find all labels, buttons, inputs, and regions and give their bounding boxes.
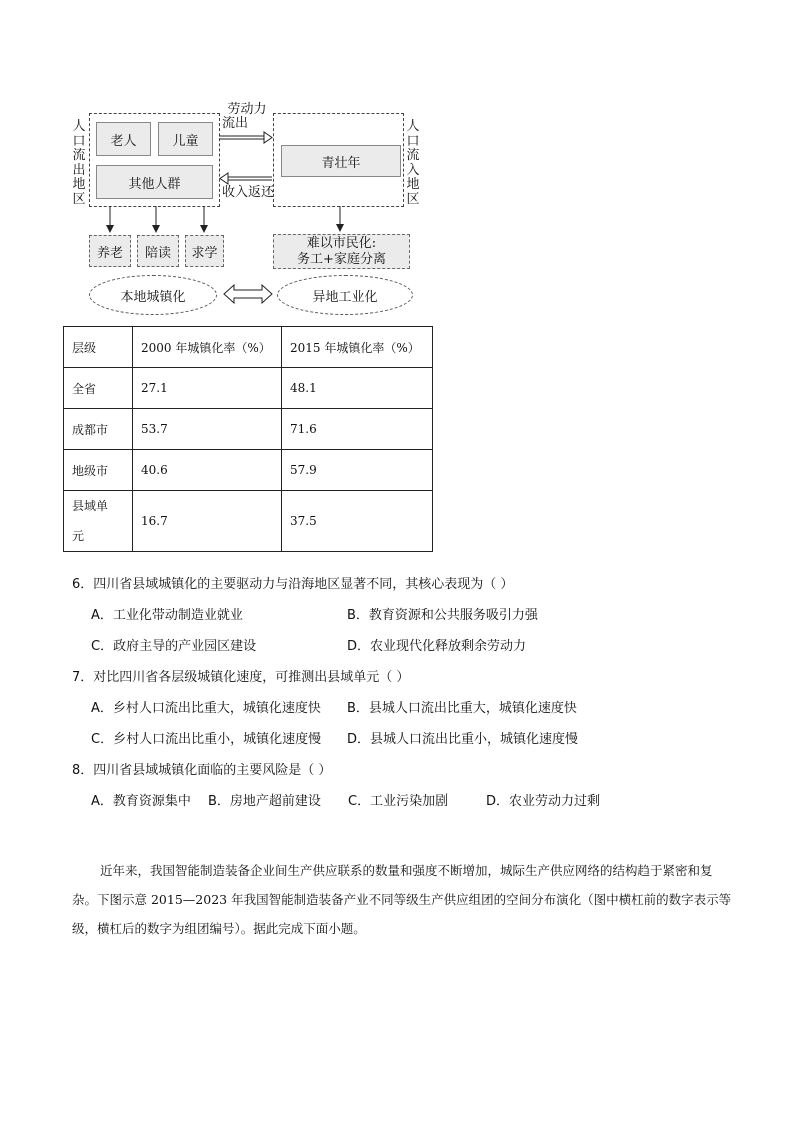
box-study: 求学 [185, 235, 224, 267]
diagram-arrows [0, 0, 794, 330]
row-label: 成都市 [64, 409, 133, 450]
question-7-stem: 7．对比四川省各层级城镇化速度，可推测出县域单元（ ） [72, 670, 410, 685]
question-8-stem: 8．四川省县域城镇化面临的主要风险是（ ） [72, 763, 332, 778]
header-level: 层级 [64, 327, 133, 368]
box-young-adults: 青壮年 [281, 145, 401, 177]
row-value-2015: 71.6 [282, 409, 433, 450]
reading-passage: 近年来，我国智能制造装备企业间生产供应联系的数量和强度不断增加，城际生产供应网络的结构趋于紧密和复杂。下图示意 2015—2023 年我国智能制造装备产业不同等级生产供应组团的空间分布演化（图中横杠前的数字表示等级，横杠后的数字为组团编号）。据此完成下面小题。 [72, 863, 732, 936]
box-other-groups: 其他人群 [96, 165, 213, 199]
question-7-option-a: A．乡村人口流出比重大，城镇化速度快 [91, 701, 321, 716]
income-return-label: 收入返还 [221, 185, 274, 200]
urbanization-rate-table [63, 326, 433, 552]
table-row [64, 409, 433, 450]
bidirectional-arrow [224, 285, 272, 303]
question-8-option-b: B．房地产超前建设 [208, 794, 321, 809]
question-6-option-d: D．农业现代化释放剩余劳动力 [347, 639, 527, 654]
question-7-option-d: D．县城人口流出比重小，城镇化速度慢 [347, 732, 579, 747]
header-2000: 2000 年城镇化率（%） [133, 327, 282, 368]
row-value-2000: 40.6 [133, 450, 282, 491]
box-children: 儿童 [158, 122, 213, 156]
table-row [64, 491, 433, 552]
question-6-option-a: A．工业化带动制造业就业 [91, 608, 243, 623]
question-7-option-b: B．县城人口流出比重大，城镇化速度快 [347, 701, 577, 716]
urbanization-diagram [0, 0, 794, 330]
labor-outflow-line1: 劳动力 [227, 102, 267, 117]
row-value-2000: 16.7 [133, 491, 282, 552]
box-elderly: 老人 [96, 122, 151, 156]
box-eldercare: 养老 [89, 235, 131, 267]
citizenization-line1: 难以市民化: [306, 235, 377, 251]
header-2015: 2015 年城镇化率（%） [282, 327, 433, 368]
citizenization-line2: 务工+家庭分离 [297, 251, 386, 267]
oval-local-urbanization: 本地城镇化 [89, 275, 217, 315]
row-label-line2: 元 [72, 529, 85, 543]
table-header-row [64, 327, 433, 368]
row-value-2000: 27.1 [133, 368, 282, 409]
row-value-2015: 48.1 [282, 368, 433, 409]
question-8-option-a: A．教育资源集中 [91, 794, 191, 809]
row-label [64, 491, 133, 552]
labor-arrow-head [264, 132, 272, 143]
row-value-2000: 53.7 [133, 409, 282, 450]
question-7-option-c: C．乡村人口流出比重小，城镇化速度慢 [91, 732, 322, 747]
question-8-option-c: C．工业污染加剧 [348, 794, 449, 809]
income-arrow-head [220, 173, 228, 184]
row-label: 全省 [64, 368, 133, 409]
outflow-region-label: 人口流出地区 [72, 119, 86, 207]
table-row [64, 450, 433, 491]
inflow-region-label: 人口流入地区 [406, 119, 420, 207]
question-6-option-b: B．教育资源和公共服务吸引力强 [347, 608, 538, 623]
row-value-2015: 57.9 [282, 450, 433, 491]
row-value-2015: 37.5 [282, 491, 433, 552]
question-8-option-d: D．农业劳动力过剩 [486, 794, 601, 809]
question-6-option-c: C．政府主导的产业园区建设 [91, 639, 257, 654]
row-label: 地级市 [64, 450, 133, 491]
labor-outflow-line2: 流出 [222, 116, 249, 131]
question-6-stem: 6．四川省县域城镇化的主要驱动力与沿海地区显著不同，其核心表现为（ ） [72, 577, 514, 592]
row-label-line1: 县域单 [72, 499, 109, 513]
table-row [64, 368, 433, 409]
oval-remote-industrialization: 异地工业化 [277, 275, 413, 315]
box-accompany-study: 陪读 [137, 235, 179, 267]
